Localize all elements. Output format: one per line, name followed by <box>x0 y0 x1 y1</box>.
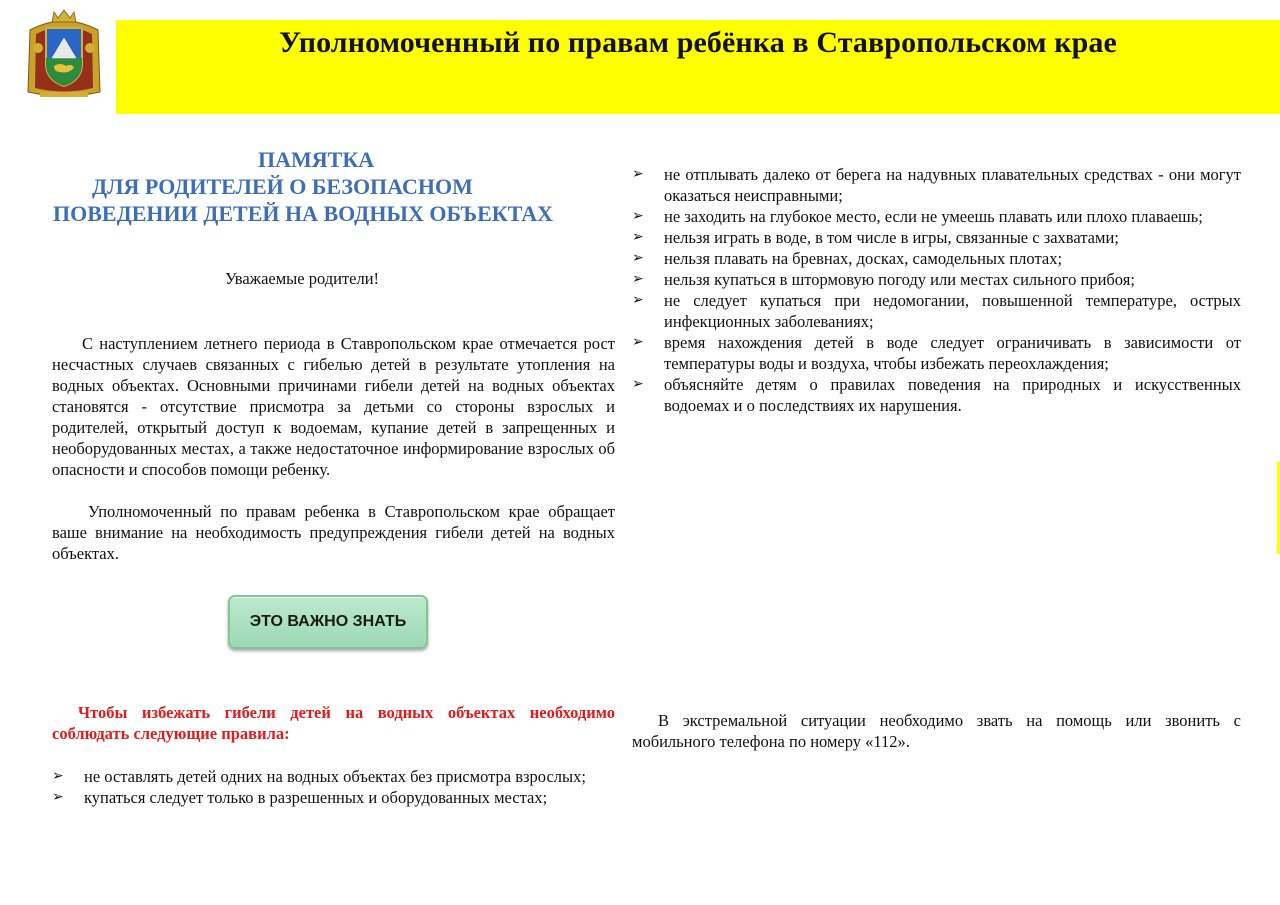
rule-text: нельзя плавать на бревнах, досках, самодельных плотах; <box>664 249 1063 268</box>
list-item <box>632 206 1241 227</box>
emergency-note: В экстремальной ситуации необходимо звать на помощь или звонить с мобильного телефона по номеру «112». <box>632 711 1241 751</box>
rule-text: купаться следует только в разрешенных и оборудованных местах; <box>84 788 548 807</box>
list-item <box>632 227 1241 248</box>
rules-list-left <box>52 766 615 808</box>
list-item <box>52 766 615 787</box>
important-to-know-button[interactable]: ЭТО ВАЖНО ЗНАТЬ <box>228 595 428 649</box>
list-item <box>632 248 1241 269</box>
memo-title-line: ПОВЕДЕНИИ ДЕТЕЙ НА ВОДНЫХ ОБЪЕКТАХ <box>53 201 554 226</box>
memo-title <box>50 146 620 227</box>
list-item <box>632 164 1241 206</box>
arrow-bullet-icon: ➢ <box>632 251 644 266</box>
list-item <box>632 290 1241 332</box>
greeting: Уважаемые родители! <box>224 269 380 288</box>
rules-list-right <box>632 164 1241 416</box>
rule-text: нельзя играть в воде, в том числе в игры, связанные с захватами; <box>664 228 1119 247</box>
rule-text: не заходить на глубокое место, если не умеешь плавать или плохо плаваешь; <box>664 207 1203 226</box>
memo-title-line: ДЛЯ РОДИТЕЛЕЙ О БЕЗОПАСНОМ <box>92 174 473 199</box>
arrow-bullet-icon: ➢ <box>632 230 644 245</box>
header-banner <box>116 20 1280 114</box>
list-item <box>632 374 1241 416</box>
list-item <box>632 332 1241 374</box>
arrow-bullet-icon: ➢ <box>632 209 644 224</box>
arrow-bullet-icon: ➢ <box>632 167 644 182</box>
arrow-bullet-icon: ➢ <box>632 272 644 287</box>
rule-text: время нахождения детей в воде следует ограничивать в зависимости от температуры воды и воздуха, чтобы избежать переохлаждения; <box>664 333 1241 373</box>
memo-title-line: ПАМЯТКА <box>258 147 375 172</box>
rule-text: нельзя купаться в штормовую погоду или местах сильного прибоя; <box>664 270 1135 289</box>
arrow-bullet-icon: ➢ <box>632 335 644 350</box>
list-item <box>52 787 615 808</box>
coat-of-arms-emblem <box>24 8 104 100</box>
list-item <box>632 269 1241 290</box>
rule-text: не отплывать далеко от берега на надувных плавательных средствах - они могут оказаться неисправными; <box>664 165 1241 205</box>
rule-text: объясняйте детям о правилах поведения на природных и искусственных водоемах и о последствиях их нарушения. <box>664 375 1241 415</box>
page-title: Уполномоченный по правам ребёнка в Ставропольском крае <box>279 26 1117 59</box>
arrow-bullet-icon: ➢ <box>52 769 64 784</box>
arrow-bullet-icon: ➢ <box>52 790 64 805</box>
rule-text: не оставлять детей одних на водных объектах без присмотра взрослых; <box>84 767 586 786</box>
intro-paragraph: С наступлением летнего периода в Ставропольском крае отмечается рост несчастных случаев связанных с гибелью детей в результате утопления на водных объектах. Основными причинами гибели детей на водных объектах становятся - отсутствие присмотра за детьми со стороны взрослых и родителей, открытый доступ к водоемам, купание детей в запрещенных и необорудованных местах, а также недостаточное информирование взрослых об опасности и способов помощи ребенку. <box>52 334 615 479</box>
arrow-bullet-icon: ➢ <box>632 377 644 392</box>
rule-text: не следует купаться при недомогании, повышенной температуре, острых инфекционных заболеваниях; <box>664 291 1241 331</box>
arrow-bullet-icon: ➢ <box>632 293 644 308</box>
rules-intro: Чтобы избежать гибели детей на водных объектах необходимо соблюдать следующие правила: <box>52 703 615 743</box>
appeal-paragraph: Уполномоченный по правам ребенка в Ставропольском крае обращает ваше внимание на необходимость предупреждения гибели детей на водных объектах. <box>52 502 615 563</box>
coat-of-arms-icon <box>24 8 104 100</box>
